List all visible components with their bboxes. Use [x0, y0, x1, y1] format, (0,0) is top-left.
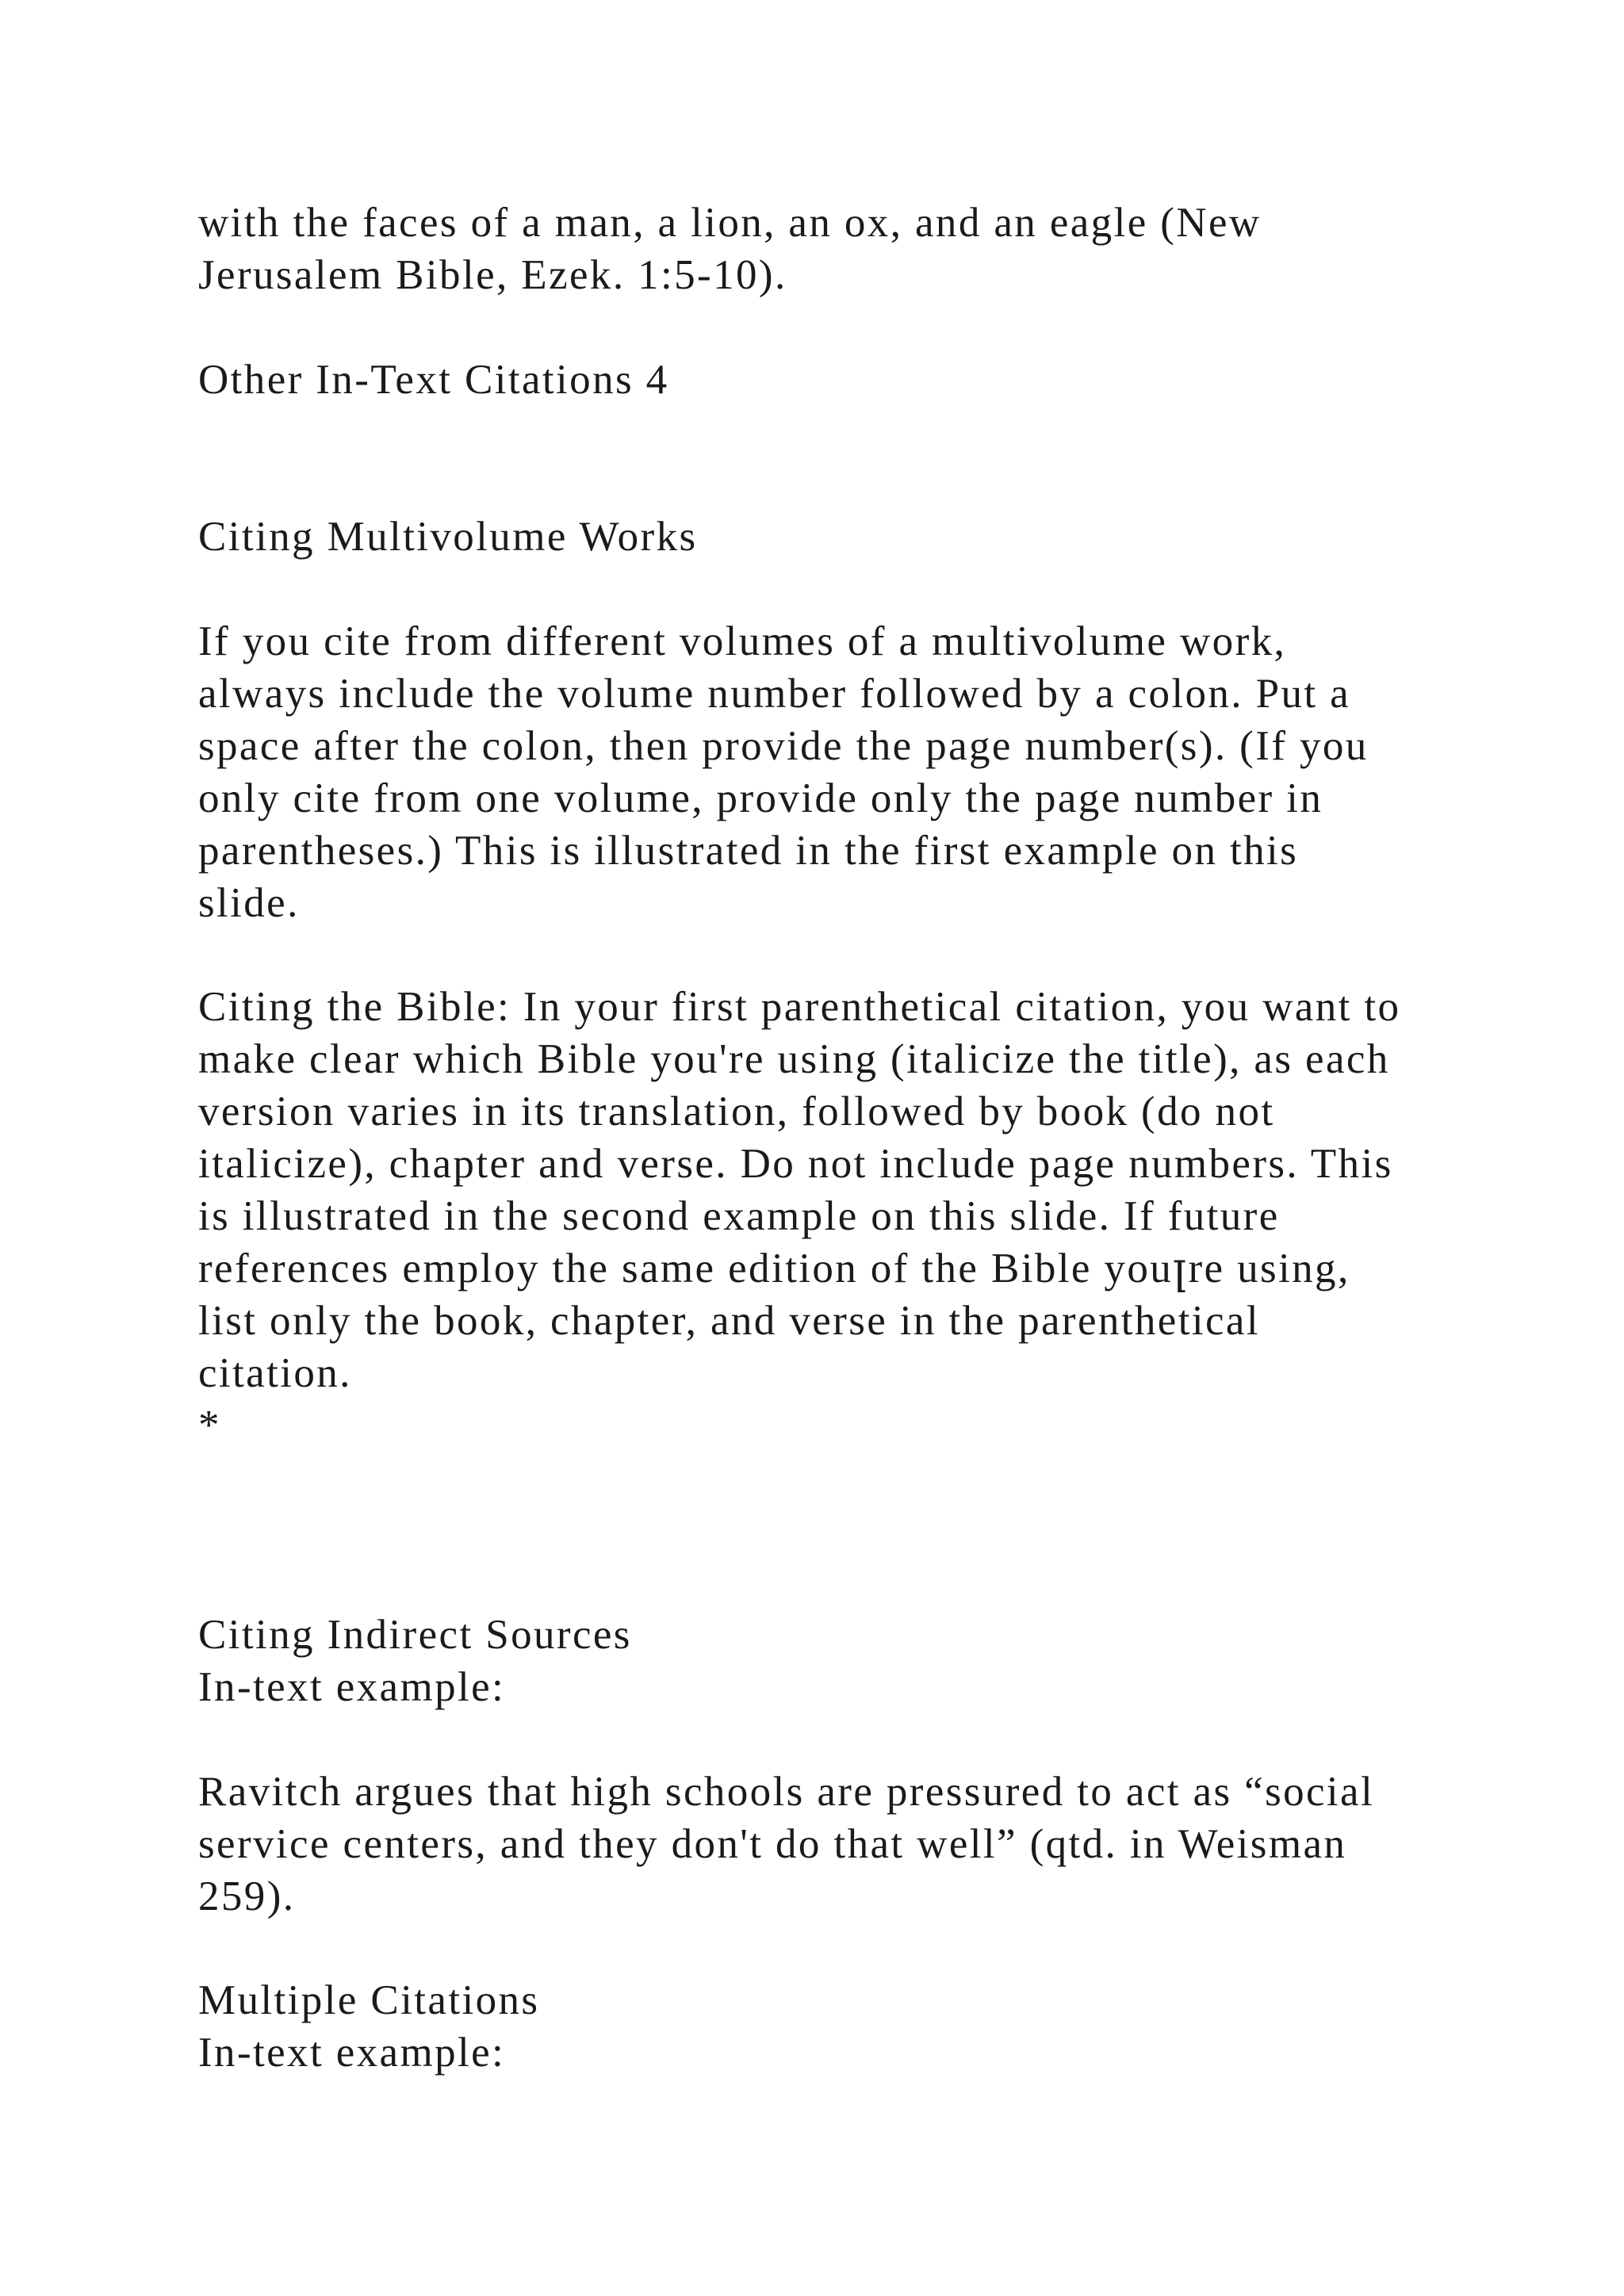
indirect-sources-heading: Citing Indirect Sources In-text example:	[198, 1612, 632, 1710]
indirect-sources-example: Ravitch argues that high schools are pressured to act as “social service centers, and they don't do that well” (qtd. in Weisman 259).	[198, 1769, 1375, 1919]
multivolume-paragraph: If you cite from different volumes of a multivolume work, always include the volume number followed by a colon. Put a space after the colon, then provide the page number(s). (If you only cite from one volume, provide only the page number in parentheses.) This is illustrated in the first example on this slide.	[198, 618, 1369, 926]
slide-heading: Other In-Text Citations 4	[198, 357, 669, 403]
bible-paragraph: Citing the Bible: In your first parenthetical citation, you want to make clear which Bible you're using (italicize the title), as each version varies in its translation, followed by book (do not italicize), chapter and verse. Do not include page numbers. This is illustrated in the second example on this slide. If future references employ the same edition of the Bible youꞁre using, list only the book, chapter, and verse in the parenthetical citation. *	[198, 984, 1401, 1448]
multivolume-heading: Citing Multivolume Works	[198, 514, 698, 560]
intro-paragraph: with the faces of a man, a lion, an ox, and an eagle (New Jerusalem Bible, Ezek. 1:5-10).	[198, 200, 1262, 298]
multiple-citations-heading: Multiple Citations In-text example:	[198, 1977, 540, 2076]
